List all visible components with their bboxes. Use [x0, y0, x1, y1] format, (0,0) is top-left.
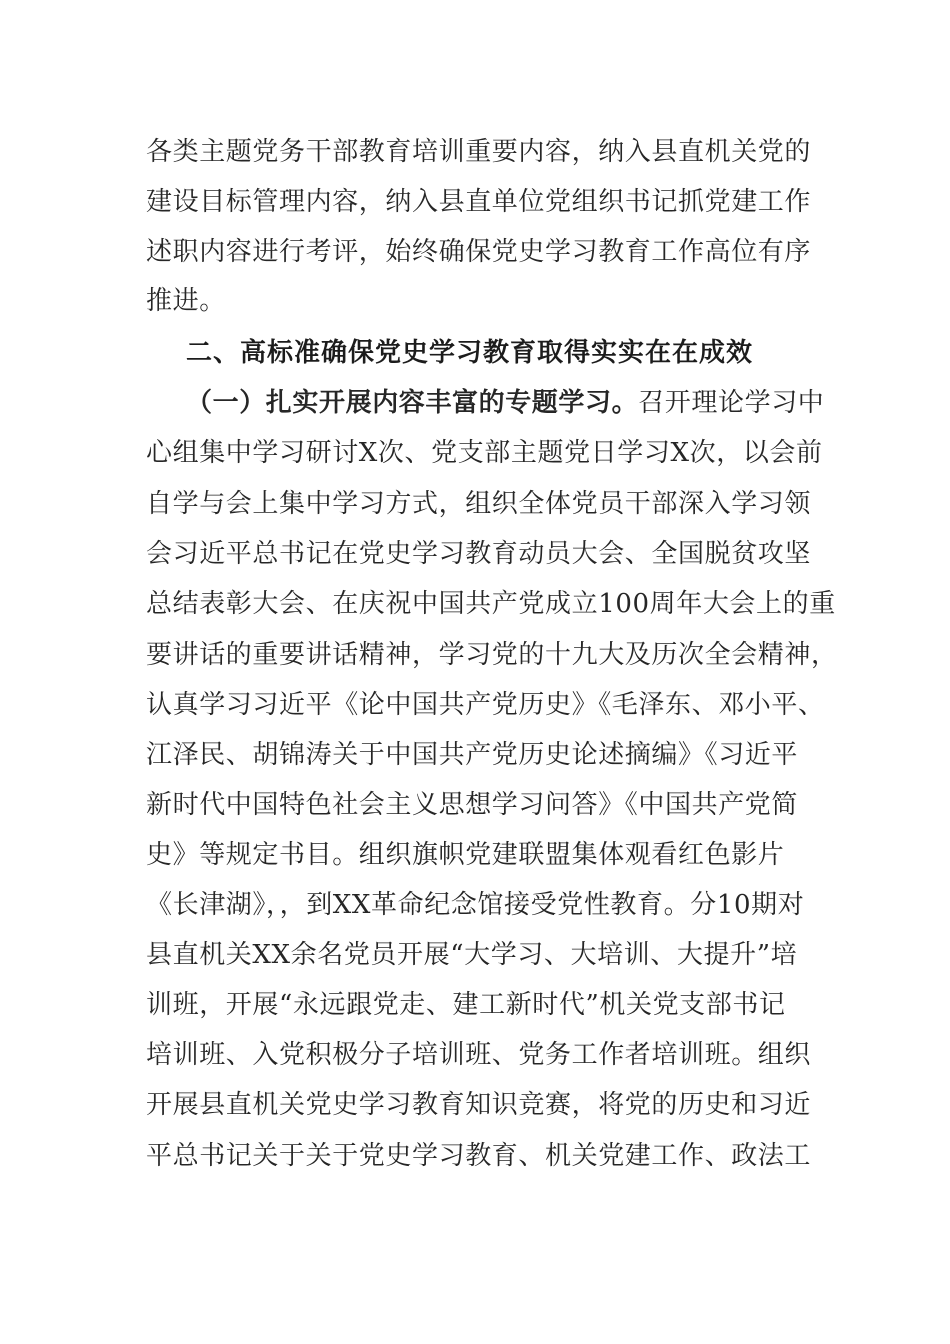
paragraph-line-18: 训班，开展“永远跟党走、建工新时代”机关党支部书记 — [146, 990, 786, 1020]
subsection-heading: （一）扎实开展内容丰富的专题学习。 — [186, 388, 639, 418]
paragraph-line-7: 心组集中学习研讨X次、党支部主题党日学习X次，以会前 — [146, 438, 823, 468]
paragraph-line-8: 自学与会上集中学习方式，组织全体党员干部深入学习领 — [146, 489, 812, 519]
paragraph-line-14: 新时代中国特色社会主义思想学习问答》《中国共产党简 — [146, 790, 799, 820]
paragraph-line-10: 总结表彰大会、在庆祝中国共产党成立100周年大会上的重 — [146, 589, 836, 619]
paragraph-line-11: 要讲话的重要讲话精神，学习党的十九大及历次全会精神， — [146, 640, 838, 670]
section-heading: 二、高标准确保党史学习教育取得实实在在成效 — [186, 338, 754, 368]
subsection-line — [186, 383, 824, 423]
paragraph-line-20: 开展县直机关党史学习教育知识竞赛，将党的历史和习近 — [146, 1090, 812, 1120]
paragraph-line-4: 推进。 — [146, 286, 226, 316]
subsection-body-start: 召开理论学习中 — [638, 388, 825, 418]
paragraph-line-2: 建设目标管理内容，纳入县直单位党组织书记抓党建工作 — [146, 187, 812, 217]
paragraph-line-17: 县直机关XX余名党员开展“大学习、大培训、大提升”培 — [146, 940, 798, 970]
paragraph-line-15: 史》等规定书目。组织旗帜党建联盟集体观看红色影片 — [146, 840, 785, 870]
paragraph-line-16: 《长津湖》，，到XX革命纪念馆接受党性教育。分10期对 — [146, 890, 805, 920]
paragraph-line-9: 会习近平总书记在党史学习教育动员大会、全国脱贫攻坚 — [146, 539, 812, 569]
paragraph-line-13: 江泽民、胡锦涛关于中国共产党历史论述摘编》《习近平 — [146, 740, 799, 770]
paragraph-line-12: 认真学习习近平《论中国共产党历史》《毛泽东、邓小平、 — [146, 690, 825, 720]
paragraph-line-1: 各类主题党务干部教育培训重要内容，纳入县直机关党的 — [146, 137, 812, 167]
paragraph-line-3: 述职内容进行考评，始终确保党史学习教育工作高位有序 — [146, 237, 812, 267]
paragraph-line-21: 平总书记关于关于党史学习教育、机关党建工作、政法工 — [146, 1141, 812, 1171]
paragraph-line-19: 培训班、入党积极分子培训班、党务工作者培训班。组织 — [146, 1040, 812, 1070]
